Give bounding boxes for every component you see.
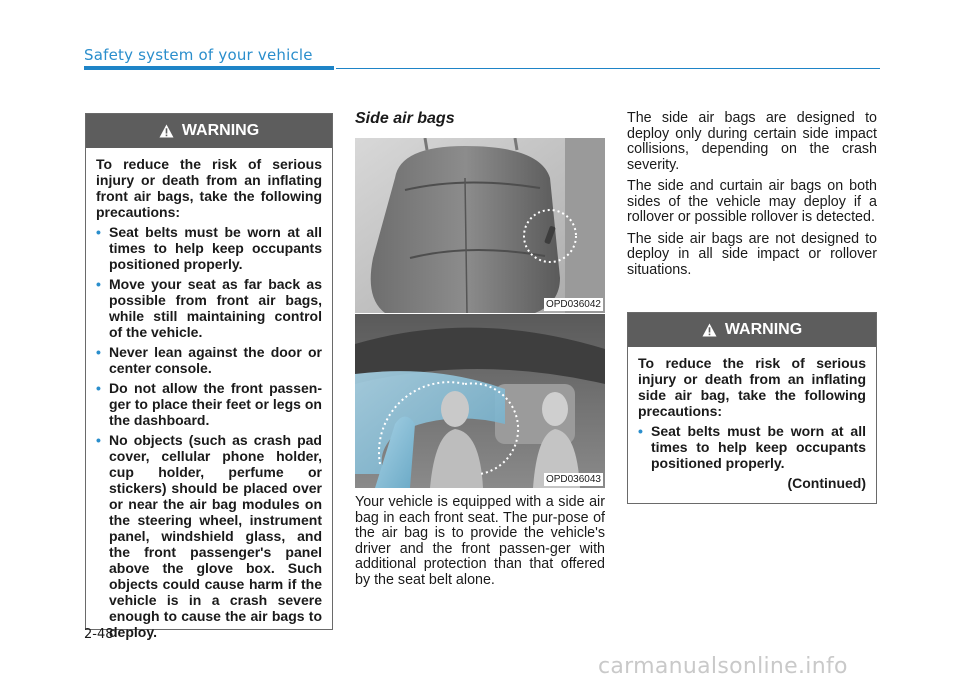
warning-header: [86, 114, 332, 148]
warning-item: • Seat belts must be worn at all times to help keep occupants positioned properly.: [638, 423, 866, 471]
figure-seat-side-airbag: [355, 138, 605, 313]
warning-body: [86, 148, 332, 652]
figure-code: OPD036042: [545, 299, 601, 310]
side-airbags-heading: Side air bags: [355, 110, 455, 127]
header-rule-thin: [336, 68, 880, 69]
seat-illustration: [355, 138, 605, 313]
header-rule-thick: [84, 66, 334, 70]
bullet-icon: •: [96, 380, 101, 396]
warning-list: [96, 224, 322, 640]
warning-header: [628, 313, 876, 347]
warning-triangle-icon: [159, 124, 174, 138]
warning-intro: To reduce the risk of serious injury or death from an inflating side air bag, take the following precautions:: [638, 355, 866, 419]
continued-label: (Continued): [787, 475, 866, 491]
warning-triangle-icon: [702, 323, 717, 337]
paragraph: The side air bags are not designed to deploy in all side impact or rollover situations.: [627, 230, 877, 278]
page-number: 2-48: [84, 627, 114, 642]
bullet-icon: •: [96, 276, 101, 292]
warning-intro: To reduce the risk of serious injury or death from an inflating front air bags, take the following precautions:: [96, 156, 322, 220]
warning-title: WARNING: [181, 122, 260, 139]
warning-item: • Move your seat as far back as possible from front air bags, while still maintaining control of the vehicle.: [96, 276, 322, 340]
side-airbag-description: Your vehicle is equipped with a side air bag in each front seat. The pur-pose of the air bag is to provide the vehicle's driver and the front passen-ger with additional protection than that offered by the seat belt alone.: [355, 494, 605, 588]
warning-body: [628, 347, 876, 499]
warning-list: [638, 423, 866, 471]
warning-item: • Never lean against the door or center console.: [96, 344, 322, 376]
warning-title: WARNING: [724, 321, 803, 338]
watermark: carmanualsonline.info: [598, 654, 848, 679]
paragraph: The side air bags are designed to deploy only during certain side impact collisions, depending on the crash severity.: [627, 110, 877, 173]
bullet-icon: •: [96, 224, 101, 240]
figure-code: OPD036043: [545, 474, 601, 485]
cabin-illustration: [355, 314, 605, 488]
bullet-icon: •: [96, 344, 101, 360]
warning-item: • Do not allow the front passen-ger to place their feet or legs on the dashboard.: [96, 380, 322, 428]
section-title: Safety system of your vehicle: [84, 46, 313, 64]
warning-box-side-airbags: [627, 312, 877, 504]
warning-item: • No objects (such as crash pad cover, cellular phone holder, cup holder, perfume or stickers) should be placed over or near the air bag modules on the steering wheel, instrument panel, windshield glass, and the front passenger's panel above the glove box. Such objects could cause harm if the vehicle is in a crash severe enough to cause the air bags to deploy.: [96, 432, 322, 640]
side-airbag-details: [627, 111, 877, 284]
paragraph: The side and curtain air bags on both sides of the vehicle may deploy if a rollover or possible rollover is detected.: [627, 178, 877, 225]
warning-item: • Seat belts must be worn at all times to help keep occupants positioned properly.: [96, 224, 322, 272]
bullet-icon: •: [96, 432, 101, 448]
figure-side-airbag-deployed: [355, 314, 605, 488]
bullet-icon: •: [638, 423, 643, 439]
